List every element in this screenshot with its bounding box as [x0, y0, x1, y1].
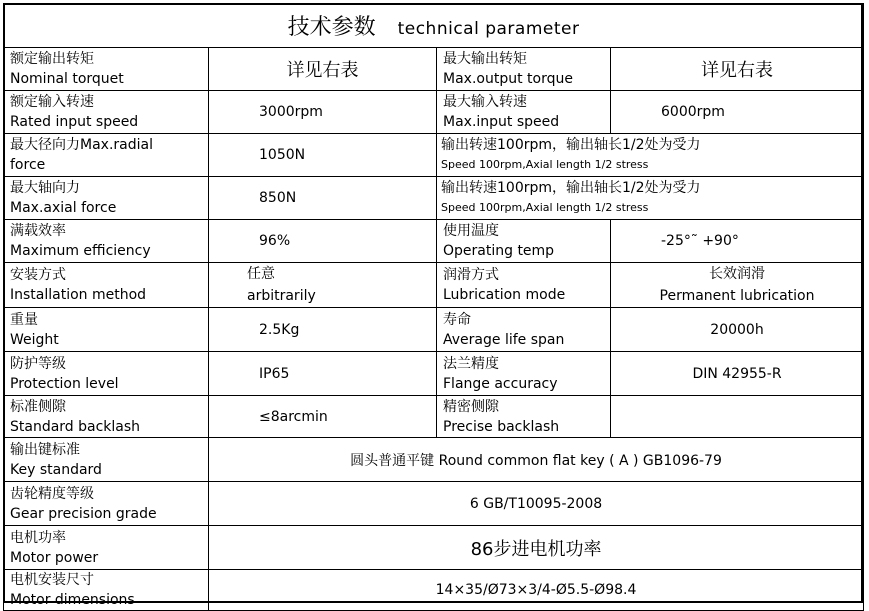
label-cn: 最大轴向力 — [10, 180, 80, 196]
label-cn: 使用温度 — [443, 223, 499, 239]
label-cell — [4, 48, 209, 91]
label-en: Max.output torque — [443, 71, 573, 87]
label-cn: 齿轮精度等级 — [10, 485, 94, 502]
label-cn: 标准侧隙 — [10, 398, 66, 415]
table-row — [4, 526, 864, 570]
note-cn: 输出转速100rpm，输出轴长1/2处为受力 — [441, 137, 701, 153]
value-cell: 3000rpm — [209, 91, 437, 134]
value-cell: ≤8arcmin — [209, 396, 437, 438]
label-cell — [437, 220, 611, 263]
label-en: force — [10, 157, 46, 173]
note-en: Speed 100rpm,Axial length 1/2 stress — [441, 201, 649, 214]
span-value-cell: 圆头普通平键 Round common flat key ( A ) GB1096-79 — [209, 438, 864, 482]
technical-parameter-table — [3, 3, 864, 611]
label-cn: 寿命 — [443, 311, 471, 328]
table-row — [4, 352, 864, 396]
value-cell: 1050N — [209, 134, 437, 177]
label-cn: 润滑方式 — [443, 267, 499, 283]
label-cell — [4, 526, 209, 570]
label-cn: 额定输出转矩 — [10, 51, 94, 67]
table-row — [4, 220, 864, 263]
label-cn: 输出键标准 — [10, 441, 80, 458]
table-row — [4, 134, 864, 177]
label-cn: 额定输入转速 — [10, 94, 94, 110]
label-cn: 电机安装尺寸 — [10, 572, 94, 588]
label-en: Key standard — [10, 461, 102, 478]
value-cell: 20000h — [611, 308, 864, 352]
label-cell — [4, 396, 209, 438]
table-row — [4, 48, 864, 91]
label-cn: 满载效率 — [10, 223, 66, 239]
label-cell — [4, 91, 209, 134]
table-row — [4, 438, 864, 482]
label-cell — [4, 438, 209, 482]
label-cn: 电机功率 — [10, 529, 66, 546]
label-en: Flange accuracy — [443, 375, 558, 392]
label-cell — [437, 91, 611, 134]
title-cn: 技术参数 — [287, 15, 376, 40]
label-cn: 重量 — [10, 311, 38, 328]
label-en: Gear precision grade — [10, 505, 157, 522]
label-en: Motor dimensions — [10, 592, 135, 608]
label-cell — [4, 134, 209, 177]
label-en: Maximum efficiency — [10, 243, 151, 259]
value-cell — [611, 263, 864, 308]
note-en: Speed 100rpm,Axial length 1/2 stress — [441, 158, 649, 171]
table-row — [4, 396, 864, 438]
span-value-cell: 86步进电机功率 — [209, 526, 864, 570]
label-cell — [4, 263, 209, 308]
label-en: Average life span — [443, 331, 565, 348]
label-en: Operating temp — [443, 243, 555, 259]
label-cn: 最大径向力Max.radial — [10, 137, 153, 153]
table-row — [4, 91, 864, 134]
value-cn: 任意 — [247, 266, 275, 282]
label-cn: 最大输出转矩 — [443, 51, 527, 67]
value-cell: -25°˜ +90° — [611, 220, 864, 263]
title-row — [4, 4, 864, 48]
label-cn: 防护等级 — [10, 355, 66, 372]
value-en: Permanent lubrication — [659, 288, 815, 304]
table-row — [4, 308, 864, 352]
table-row — [4, 263, 864, 308]
value-cell — [209, 263, 437, 308]
title-en: technical parameter — [397, 19, 580, 39]
span-value-cell: 6 GB/T10095-2008 — [209, 482, 864, 526]
value-cell: DIN 42955-R — [611, 352, 864, 396]
label-cn: 安装方式 — [10, 267, 66, 283]
value-cn: 长效润滑 — [709, 266, 766, 282]
label-en: Motor power — [10, 549, 99, 566]
label-cell — [437, 308, 611, 352]
label-cell — [437, 48, 611, 91]
label-cell — [4, 220, 209, 263]
note-cell — [437, 134, 864, 177]
label-en: Max.input speed — [443, 114, 560, 130]
label-en: Rated input speed — [10, 114, 139, 130]
label-en: Installation method — [10, 287, 147, 303]
label-cell — [4, 482, 209, 526]
label-en: Max.axial force — [10, 200, 117, 216]
span-value-cell: 14×35/Ø73×3/4-Ø5.5-Ø98.4 — [209, 570, 864, 611]
label-cn: 最大输入转速 — [443, 94, 527, 110]
label-en: Protection level — [10, 375, 119, 392]
label-cn: 精密侧隙 — [443, 398, 499, 415]
label-en: Standard backlash — [10, 418, 141, 435]
value-cell — [611, 396, 864, 438]
label-en: Lubrication mode — [443, 287, 566, 303]
label-cell — [4, 308, 209, 352]
label-cell — [437, 352, 611, 396]
label-cell — [437, 396, 611, 438]
note-cn: 输出转速100rpm，输出轴长1/2处为受力 — [441, 180, 701, 196]
note-cell — [437, 177, 864, 220]
table-row — [4, 570, 864, 611]
value-cell: IP65 — [209, 352, 437, 396]
label-en: Precise backlash — [443, 418, 560, 435]
value-cell: 850N — [209, 177, 437, 220]
value-cell: 96% — [209, 220, 437, 263]
table-row — [4, 177, 864, 220]
label-en: Nominal torquet — [10, 71, 124, 87]
value-cell: 详见右表 — [209, 48, 437, 91]
value-cell: 详见右表 — [611, 48, 864, 91]
label-en: Weight — [10, 331, 59, 348]
label-cell — [4, 352, 209, 396]
label-cell — [437, 263, 611, 308]
value-cell: 2.5Kg — [209, 308, 437, 352]
label-cell — [4, 570, 209, 611]
label-cell — [4, 177, 209, 220]
label-cn: 法兰精度 — [443, 355, 499, 372]
table-title — [4, 4, 864, 48]
value-en: arbitrarily — [247, 288, 316, 304]
value-cell: 6000rpm — [611, 91, 864, 134]
table-row — [4, 482, 864, 526]
